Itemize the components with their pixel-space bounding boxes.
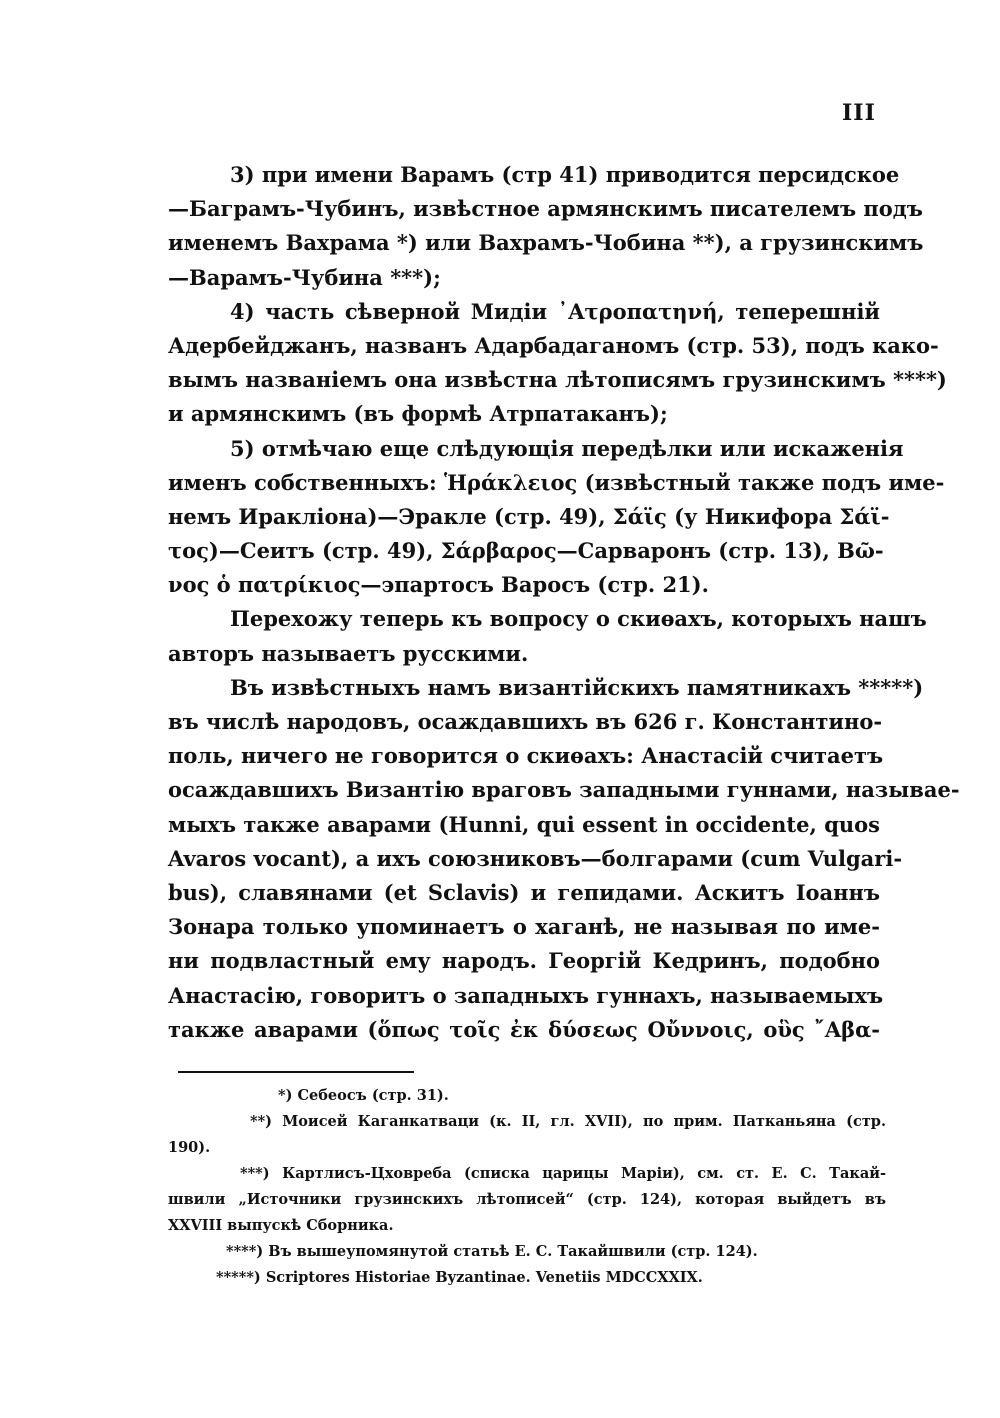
footnote-line: *) Себеосъ (стр. 31). (278, 1087, 449, 1104)
text-line: νος ὁ πατρίκιος—эпартосъ Варосъ (стр. 21). (168, 572, 709, 598)
text-line: осаждавшихъ Византію враговъ западными гуннами, называе- (168, 777, 960, 803)
text-line: поль, ничего не говорится о скиѳахъ: Анастасій считаетъ (168, 743, 884, 769)
text-line: авторъ называетъ русскими. (168, 640, 529, 666)
page-number: III (842, 100, 876, 126)
text-line: —Баграмъ-Чубинъ, извѣстное армянскимъ писателемъ подъ (168, 196, 923, 222)
footnote-divider (178, 1071, 414, 1073)
text-line: —Варамъ-Чубина ***); (168, 264, 441, 290)
text-line: немъ Иракліона)—Эракле (стр. 49), Σάϊς (у Никифора Σάϊ- (168, 503, 890, 529)
footnote-line: XXVIII выпускѣ Сборника. (168, 1217, 394, 1234)
text-line: и армянскимъ (въ формѣ Атрпатаканъ); (168, 401, 668, 427)
text-line: Въ извѣстныхъ намъ византійскихъ памятникахъ *****) (230, 674, 924, 700)
footnote-line: 190). (168, 1139, 211, 1156)
footnote-line: **) Моисей Каганкатваци (к. II, гл. XVII), по прим. Патканьяна (стр. (250, 1113, 886, 1130)
text-line: bus), славянами (et Sclavis) и гепидами. Аскитъ Іоаннъ (168, 879, 880, 905)
footnote-line: *****) Scriptores Historiae Byzantinae. Venetiis MDCCXXIX. (216, 1269, 703, 1286)
text-line: Avaros vocant), а ихъ союзниковъ—болгарами (cum Vulgari- (168, 845, 903, 871)
text-line: ни подвластный ему народъ. Георгій Кедринъ, подобно (168, 948, 880, 974)
text-line: Анастасію, говоритъ о западныхъ гуннахъ, называемыхъ (168, 982, 884, 1008)
text-line: вымъ названіемъ она извѣстна лѣтописямъ грузинскимъ ****) (168, 367, 947, 393)
text-line: Перехожу теперь къ вопросу о скиѳахъ, которыхъ нашъ (230, 606, 927, 632)
text-line: 4) часть сѣверной Мидіи ᾿Ατροπατηνή, теперешній (230, 298, 880, 324)
text-line: τος)—Сеитъ (стр. 49), Σάρβαρος—Сарваронъ (стр. 13), Βῶ- (168, 538, 884, 564)
text-line: Адербейджанъ, названъ Адарбадаганомъ (стр. 53), подъ како- (168, 332, 939, 358)
footnote-line: швили „Источники грузинскихъ лѣтописей“ (стр. 124), которая выйдетъ въ (168, 1191, 886, 1208)
text-line: Зонара только упоминаетъ о хаганѣ, не называя по име- (168, 914, 880, 940)
text-line: именемъ Вахрама *) или Вахрамъ-Чобина **), а грузинскимъ (168, 230, 924, 256)
text-line: именъ собственныхъ: Ἡράκλειος (извѣстный также подъ име- (168, 469, 945, 495)
footnote-line: ***) Картлисъ-Цховреба (списка царицы Маріи), см. ст. Е. С. Такай- (240, 1165, 886, 1182)
footnotes (168, 1083, 886, 1291)
text-line: 3) при имени Варамъ (стр 41) приводится персидское (230, 162, 900, 187)
text-line: въ числѣ народовъ, осаждавшихъ въ 626 г. Константино- (168, 709, 883, 734)
text-line: также аварами (ὅπως τοῖς ἐκ δύσεως Οὔννοις, οὓς ῎Αβα- (168, 1016, 880, 1042)
text-line: 5) отмѣчаю еще слѣдующія передѣлки или искаженія (230, 435, 904, 461)
main-text (168, 158, 960, 1047)
text-line: мыхъ также аварами (Hunni, qui essent in occidente, quos (168, 811, 880, 837)
footnote-line: ****) Въ вышеупомянутой статьѣ Е. С. Такайшвили (стр. 124). (226, 1243, 758, 1260)
